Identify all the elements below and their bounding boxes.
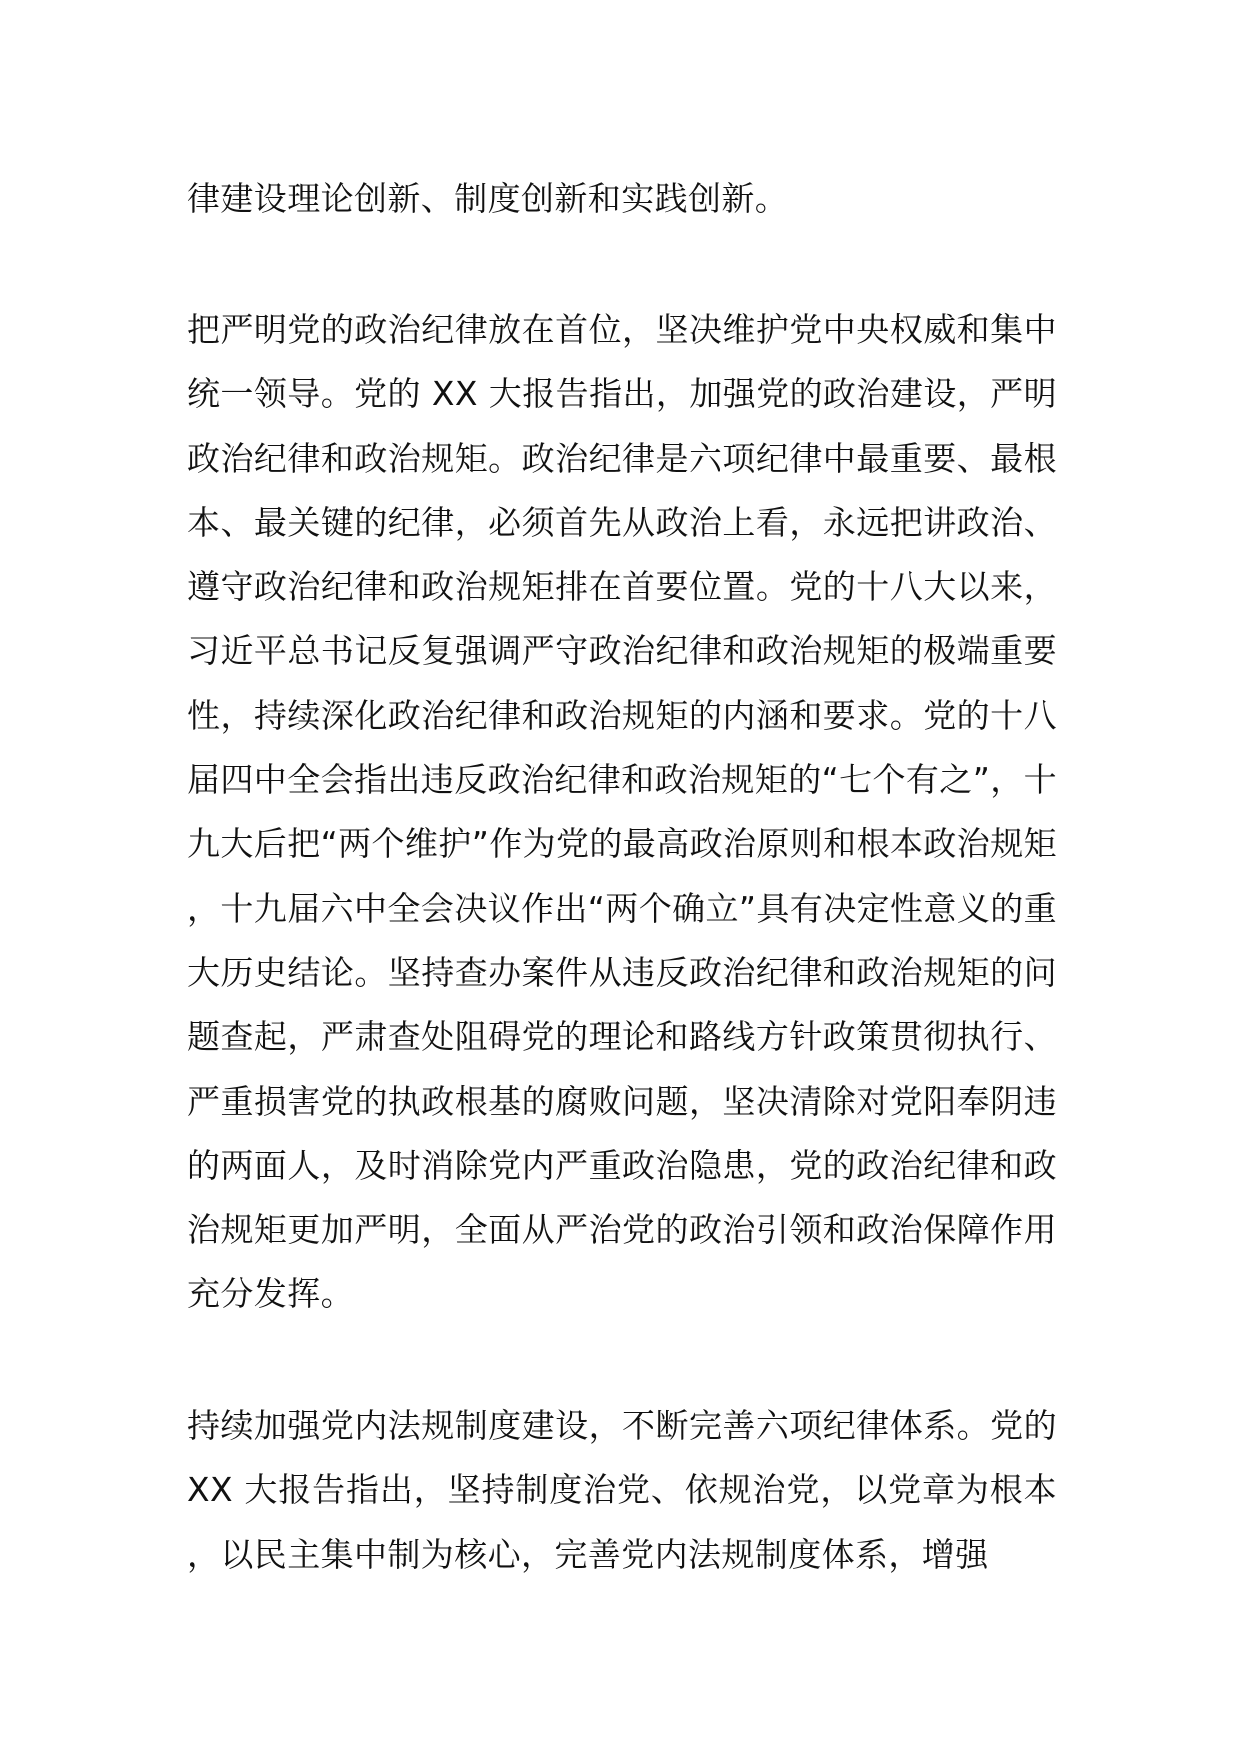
paragraph-regulation-building: 持续加强党内法规制度建设，不断完善六项纪律体系。党的 XX 大报告指出，坚持制度治党、依规治党，以党章为根本，以民主集中制为核心，完善党内法规制度体系，增强 [187,1406,1057,1574]
paragraph-continuation: 律建设理论创新、制度创新和实践创新。 [187,179,789,218]
paragraph-political-discipline: 把严明党的政治纪律放在首位，坚决维护党中央权威和集中统一领导。党的 XX 大报告指出，加强党的政治建设，严明政治纪律和政治规矩。政治纪律是六项纪律中最重要、最根本、最关键的纪律，必须首先从政治上看，永远把讲政治、遵守政治纪律和政治规矩排在首要位置。党的十八大以来，习近平总书记反复强调严守政治纪律和政治规矩的极端重要性，持续深化政治纪律和政治规矩的内涵和要求。党的十八届四中全会指出违反政治纪律和政治规矩的“七个有之”，十九大后把“两个维护”作为党的最高政治原则和根本政治规矩，十九届六中全会决议作出“两个确立”具有决定性意义的重大历史结论。坚持查办案件从违反政治纪律和政治规矩的问题查起，严肃查处阻碍党的理论和路线方针政策贯彻执行、严重损害党的执政根基的腐败问题，坚决清除对党阳奉阴违的两面人，及时消除党内严重政治隐患，党的政治纪律和政治规矩更加严明，全面从严治党的政治引领和政治保障作用充分发挥。 [187,310,1057,1314]
